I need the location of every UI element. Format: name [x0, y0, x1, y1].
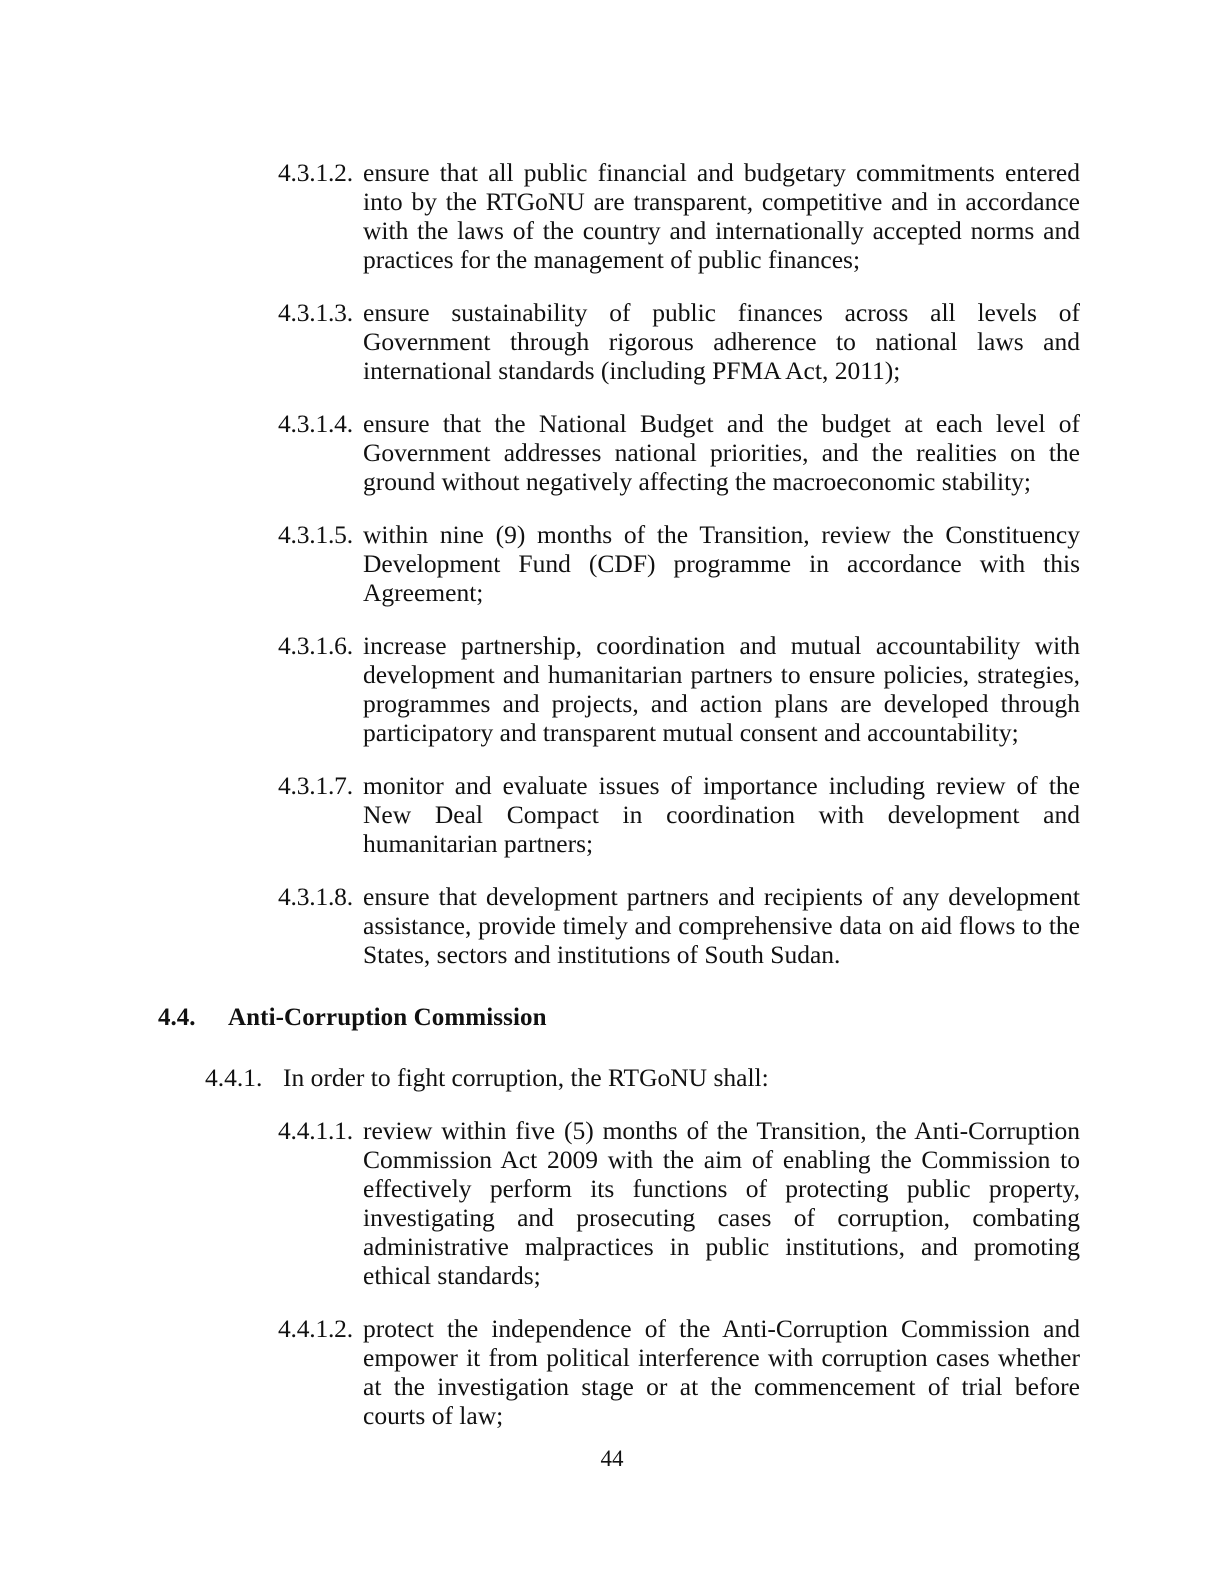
clause-text: ensure that development partners and recipients of any development assistance, provide timely and comprehensive data on aid flows to the States, sectors and institutions of South Sudan.	[363, 882, 1080, 969]
clause-text: increase partnership, coordination and mutual accountability with development and humanitarian partners to ensure policies, strategies, programmes and projects, and action plans are developed through participatory and transparent mutual consent and accountability;	[363, 631, 1080, 747]
clause-text: review within five (5) months of the Transition, the Anti-Corruption Commission Act 2009 with the aim of enabling the Commission to effectively perform its functions of protecting public property, investigating and prosecuting cases of corruption, combating administrative malpractices in public institutions, and promoting ethical standards;	[363, 1116, 1080, 1290]
clause-text: protect the independence of the Anti-Corruption Commission and empower it from political interference with corruption cases whether at the investigation stage or at the commencement of trial before courts of law;	[363, 1314, 1080, 1430]
clause-4-4-1-2	[278, 1314, 1080, 1430]
clause-number: 4.3.1.2.	[278, 158, 353, 187]
clause-number: 4.3.1.3.	[278, 298, 353, 327]
clause-number: 4.3.1.8.	[278, 882, 353, 911]
clause-4-3-1-4	[278, 409, 1080, 496]
clause-number: 4.4.1.2.	[278, 1314, 353, 1343]
heading-number: 4.4.	[158, 1004, 196, 1031]
clause-number: 4.3.1.4.	[278, 409, 353, 438]
section-heading-4-4	[158, 1003, 1080, 1033]
clause-number: 4.3.1.7.	[278, 771, 353, 800]
clause-text: ensure that the National Budget and the budget at each level of Government addresses national priorities, and the realities on the ground without negatively affecting the macroeconomic stability;	[363, 409, 1080, 496]
clause-4-4-1	[205, 1063, 1080, 1092]
clause-4-3-1-3	[278, 298, 1080, 385]
page-number: 44	[600, 1446, 624, 1471]
clause-number: 4.3.1.6.	[278, 631, 353, 660]
clause-4-3-1-7	[278, 771, 1080, 858]
clause-text: ensure that all public financial and budgetary commitments entered into by the RTGoNU are transparent, competitive and in accordance with the laws of the country and internationally accepted norms and practices for the management of public finances;	[363, 158, 1080, 274]
clause-number: 4.3.1.5.	[278, 520, 353, 549]
document-body	[158, 158, 1080, 1454]
clause-text: within nine (9) months of the Transition, review the Constituency Development Fund (CDF) programme in accordance with this Agreement;	[363, 520, 1080, 607]
clause-text: In order to fight corruption, the RTGoNU shall:	[283, 1063, 769, 1092]
clause-number: 4.4.1.	[205, 1063, 263, 1092]
clause-number: 4.4.1.1.	[278, 1116, 353, 1145]
clause-4-3-1-6	[278, 631, 1080, 747]
clause-text: ensure sustainability of public finances across all levels of Government through rigorous adherence to national laws and international standards (including PFMA Act, 2011);	[363, 298, 1080, 385]
clause-4-3-1-2	[278, 158, 1080, 274]
clause-4-4-1-1	[278, 1116, 1080, 1290]
clause-text: monitor and evaluate issues of importance including review of the New Deal Compact in coordination with development and humanitarian partners;	[363, 771, 1080, 858]
clause-4-3-1-5	[278, 520, 1080, 607]
clause-4-3-1-8	[278, 882, 1080, 969]
heading-title: Anti-Corruption Commission	[228, 1004, 547, 1031]
